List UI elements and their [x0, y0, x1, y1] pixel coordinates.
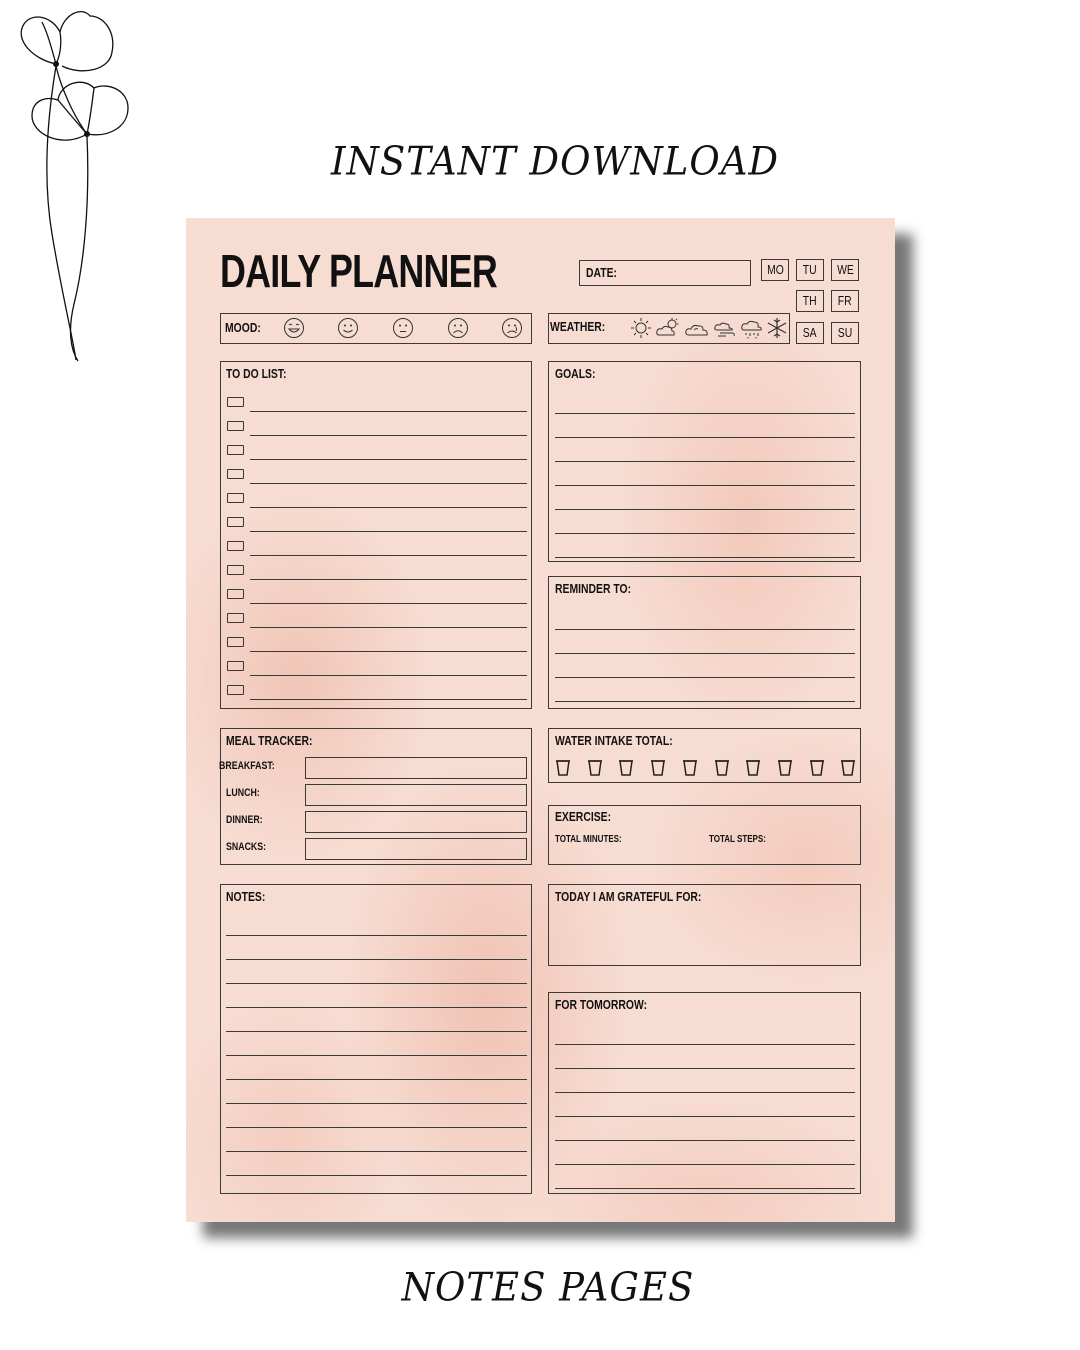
notes-line[interactable] — [226, 1127, 527, 1128]
notes-line[interactable] — [226, 935, 527, 936]
smiling-face-icon[interactable] — [337, 317, 359, 339]
meal-tracker-label: MEAL TRACKER: — [226, 733, 313, 748]
for-tomorrow-line[interactable] — [555, 1044, 855, 1045]
snacks-field[interactable] — [305, 838, 527, 860]
goals-line[interactable] — [555, 485, 855, 486]
notes-label: NOTES: — [226, 889, 266, 904]
day-mo[interactable]: MO — [761, 259, 789, 281]
goals-label: GOALS: — [555, 366, 596, 381]
water-glass-icon[interactable] — [555, 759, 571, 777]
notes-pages-heading: NOTES PAGES — [401, 1264, 695, 1311]
day-tu[interactable]: TU — [796, 259, 824, 281]
todo-line[interactable] — [250, 435, 527, 436]
total-minutes-label: TOTAL MINUTES: — [555, 834, 622, 845]
todo-line[interactable] — [250, 651, 527, 652]
water-intake-label: WATER INTAKE TOTAL: — [555, 733, 673, 748]
rain-icon[interactable] — [740, 317, 764, 341]
todo-checkbox[interactable] — [227, 493, 244, 503]
flower-illustration — [12, 4, 137, 366]
goals-line[interactable] — [555, 557, 855, 558]
reminder-line[interactable] — [555, 653, 855, 654]
for-tomorrow-line[interactable] — [555, 1188, 855, 1189]
todo-checkbox[interactable] — [227, 685, 244, 695]
lunch-field[interactable] — [305, 784, 527, 806]
water-glass-icon[interactable] — [618, 759, 634, 777]
notes-line[interactable] — [226, 983, 527, 984]
meal-label-lunch: LUNCH: — [226, 787, 260, 799]
notes-line[interactable] — [226, 959, 527, 960]
todo-checkbox[interactable] — [227, 637, 244, 647]
day-sa[interactable]: SA — [796, 322, 824, 344]
planner-title: DAILY PLANNER — [220, 245, 497, 297]
todo-line[interactable] — [250, 675, 527, 676]
todo-line[interactable] — [250, 411, 527, 412]
dinner-field[interactable] — [305, 811, 527, 833]
todo-line[interactable] — [250, 579, 527, 580]
todo-line[interactable] — [250, 483, 527, 484]
for-tomorrow-line[interactable] — [555, 1140, 855, 1141]
notes-box — [220, 884, 532, 1194]
goals-line[interactable] — [555, 533, 855, 534]
reminder-line[interactable] — [555, 629, 855, 630]
day-fr[interactable]: FR — [831, 290, 859, 312]
crying-face-icon[interactable] — [501, 317, 523, 339]
goals-line[interactable] — [555, 461, 855, 462]
todo-checkbox[interactable] — [227, 469, 244, 479]
water-glass-icon[interactable] — [650, 759, 666, 777]
sad-face-icon[interactable] — [447, 317, 469, 339]
weather-label: WEATHER: — [550, 319, 606, 334]
todo-checkbox[interactable] — [227, 589, 244, 599]
mood-label: MOOD: — [225, 320, 261, 335]
notes-line[interactable] — [226, 1031, 527, 1032]
breakfast-field[interactable] — [305, 757, 527, 779]
snowflake-icon[interactable] — [766, 317, 788, 339]
todo-checkbox[interactable] — [227, 517, 244, 527]
notes-line[interactable] — [226, 1079, 527, 1080]
cloudy-icon[interactable] — [684, 317, 710, 339]
total-steps-label: TOTAL STEPS: — [709, 834, 766, 845]
todo-line[interactable] — [250, 507, 527, 508]
notes-line[interactable] — [226, 1055, 527, 1056]
for-tomorrow-line[interactable] — [555, 1068, 855, 1069]
for-tomorrow-line[interactable] — [555, 1092, 855, 1093]
water-glass-icon[interactable] — [840, 759, 856, 777]
day-su[interactable]: SU — [831, 322, 859, 344]
meal-label-breakfast: BREAKFAST: — [219, 760, 275, 772]
todo-line[interactable] — [250, 603, 527, 604]
water-glass-icon[interactable] — [745, 759, 761, 777]
exercise-label: EXERCISE: — [555, 809, 612, 824]
notes-line[interactable] — [226, 1103, 527, 1104]
todo-line[interactable] — [250, 459, 527, 460]
goals-line[interactable] — [555, 509, 855, 510]
notes-line[interactable] — [226, 1151, 527, 1152]
todo-checkbox[interactable] — [227, 445, 244, 455]
notes-line[interactable] — [226, 1175, 527, 1176]
todo-checkbox[interactable] — [227, 661, 244, 671]
todo-checkbox[interactable] — [227, 541, 244, 551]
date-label: DATE: — [586, 265, 618, 280]
daily-planner-page — [186, 218, 895, 1222]
todo-line[interactable] — [250, 531, 527, 532]
neutral-face-icon[interactable] — [392, 317, 414, 339]
windy-icon[interactable] — [712, 317, 738, 339]
water-glass-icon[interactable] — [809, 759, 825, 777]
instant-download-heading: INSTANT DOWNLOAD — [330, 138, 780, 185]
todo-line[interactable] — [250, 699, 527, 700]
water-glass-icon[interactable] — [682, 759, 698, 777]
notes-line[interactable] — [226, 1007, 527, 1008]
grateful-label: TODAY I AM GRATEFUL FOR: — [555, 889, 702, 904]
todo-checkbox[interactable] — [227, 421, 244, 431]
todo-list-box — [220, 361, 532, 709]
for-tomorrow-label: FOR TOMORROW: — [555, 997, 648, 1012]
partly-cloudy-icon[interactable] — [655, 317, 681, 339]
meal-label-dinner: DINNER: — [226, 814, 263, 826]
water-glass-icon[interactable] — [714, 759, 730, 777]
todo-line[interactable] — [250, 555, 527, 556]
goals-line[interactable] — [555, 437, 855, 438]
meal-label-snacks: SNACKS: — [226, 841, 267, 853]
reminder-line[interactable] — [555, 677, 855, 678]
day-we[interactable]: WE — [831, 259, 859, 281]
reminder-label: REMINDER TO: — [555, 581, 632, 596]
reminder-line[interactable] — [555, 701, 855, 702]
mood-row — [220, 313, 532, 344]
for-tomorrow-line[interactable] — [555, 1164, 855, 1165]
todo-line[interactable] — [250, 627, 527, 628]
day-th[interactable]: TH — [796, 290, 824, 312]
todo-list-label: TO DO LIST: — [226, 366, 287, 381]
goals-line[interactable] — [555, 413, 855, 414]
todo-checkbox[interactable] — [227, 565, 244, 575]
todo-checkbox[interactable] — [227, 613, 244, 623]
water-glass-icon[interactable] — [777, 759, 793, 777]
laughing-face-icon[interactable] — [283, 317, 305, 339]
todo-checkbox[interactable] — [227, 397, 244, 407]
water-glass-icon[interactable] — [587, 759, 603, 777]
sun-icon[interactable] — [630, 317, 652, 339]
for-tomorrow-line[interactable] — [555, 1116, 855, 1117]
